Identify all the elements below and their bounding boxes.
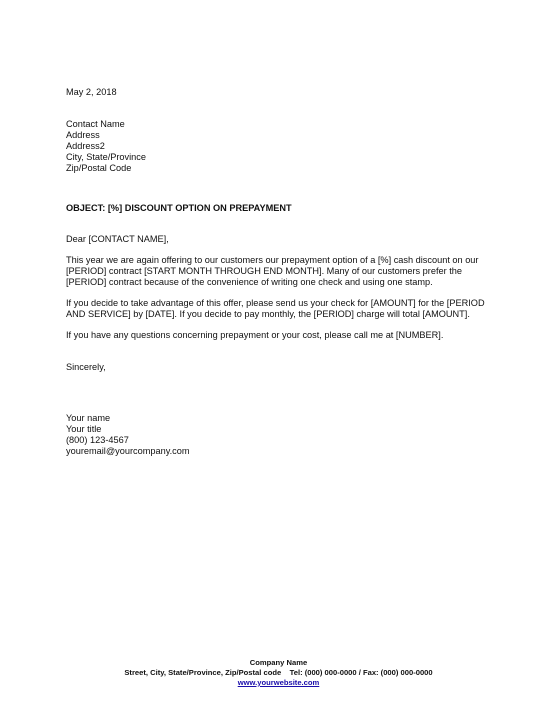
footer-address-contact [0,668,557,678]
footer-contact: Tel: (000) 000-0000 / Fax: (000) 000-0000 [289,668,433,677]
letter-date [66,87,496,98]
signer-name: Your name [66,413,111,423]
letter-subject [66,203,496,214]
recipient-name: Contact Name [66,119,125,129]
recipient-address-line1: Address [66,130,100,140]
signer-email: youremail@yourcompany.com [66,446,190,456]
salutation-text: Dear [CONTACT NAME], [66,234,169,244]
paragraph-line: If you have any questions concerning prepayment or your cost, please call me at [NUMBER]. [66,330,444,340]
footer-address: Street, City, State/Province, Zip/Postal code [124,668,282,677]
paragraph-line: AND SERVICE] by [DATE]. If you decide to pay monthly, the [PERIOD] charge will total [AMOUNT]. [66,309,470,319]
signature-block [66,413,496,457]
signer-phone: (800) 123-4567 [66,435,129,445]
recipient-zip: Zip/Postal Code [66,163,132,173]
subject-text: OBJECT: [%] DISCOUNT OPTION ON PREPAYMENT [66,203,292,213]
footer-website-link[interactable]: www.yourwebsite.com [237,678,320,687]
letter-salutation [66,234,496,245]
body-paragraph-2 [66,298,496,320]
letter-footer [0,658,557,688]
paragraph-line: This year we are again offering to our customers our prepayment option of a [%] cash discount on our [66,255,479,265]
signer-title: Your title [66,424,102,434]
paragraph-line: [PERIOD] contract because of the convenience of writing one check and using one stamp. [66,277,433,287]
body-paragraph-1 [66,255,496,288]
footer-company-name: Company Name [249,658,308,667]
recipient-address [66,119,496,174]
body-paragraph-3 [66,330,496,341]
paragraph-line: [PERIOD] contract [START MONTH THROUGH END MONTH]. Many of our customers prefer the [66,266,462,276]
recipient-city-state: City, State/Province [66,152,146,162]
letter-closing [66,362,496,373]
recipient-address-line2: Address2 [66,141,105,151]
closing-text: Sincerely, [66,362,106,372]
date-text: May 2, 2018 [66,87,117,97]
paragraph-line: If you decide to take advantage of this offer, please send us your check for [AMOUNT] for the [PERIOD [66,298,485,308]
